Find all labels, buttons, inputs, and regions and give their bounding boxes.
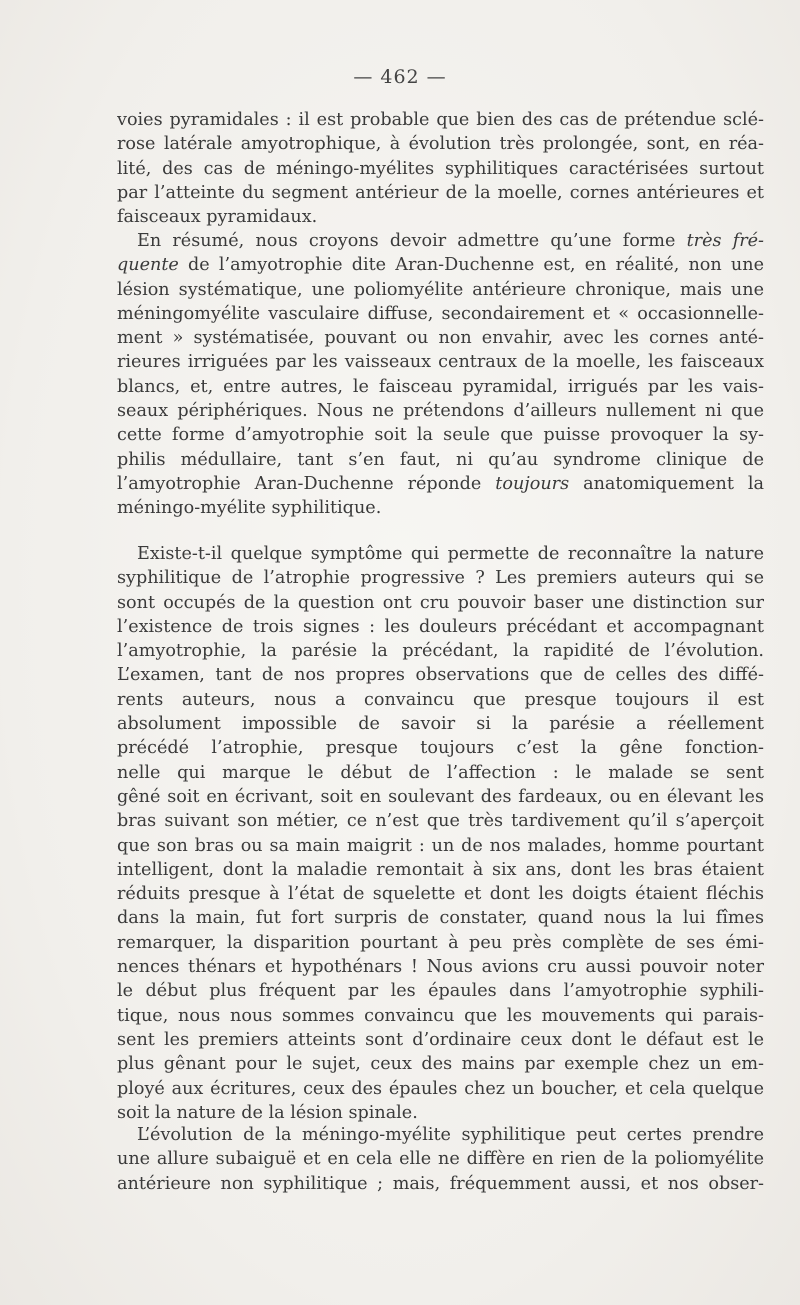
text-line: tique, nous nous sommes convaincu que les mouvements qui parais- bbox=[117, 1005, 764, 1026]
text-line: plus gênant pour le sujet, ceux des mains par exemple chez un em- bbox=[117, 1054, 764, 1075]
text-line: que son bras ou sa main maigrit : un de nos malades, homme pourtant bbox=[117, 835, 764, 856]
text-line bbox=[117, 253, 764, 277]
text-line bbox=[117, 472, 764, 496]
paragraph-2 bbox=[117, 229, 764, 521]
text-line: L’examen, tant de nos propres observations que de celles des diffé- bbox=[117, 665, 764, 686]
text-line: syphilitique de l’atrophie progressive ? Les premiers auteurs qui se bbox=[117, 568, 764, 589]
text-line: voies pyramidales : il est probable que bien des cas de prétendue sclé- bbox=[117, 110, 764, 130]
text-line: blancs, et, entre autres, le faisceau pyramidal, irrigués par les vais- bbox=[117, 376, 764, 397]
emphasis-text: très fré- bbox=[686, 231, 764, 251]
text-line: ployé aux écritures, ceux des épaules chez un boucher, et cela quelque bbox=[117, 1078, 764, 1099]
text-line: intelligent, dont la maladie remontait à six ans, dont les bras étaient bbox=[117, 859, 764, 880]
page-number: — 462 — bbox=[353, 66, 447, 88]
text-line: réduits presque à l’état de squelette et dont les doigts étaient fléchis bbox=[117, 884, 764, 905]
text-line: par l’atteinte du segment antérieur de la moelle, cornes antérieures et bbox=[117, 182, 764, 203]
text-line: antérieure non syphilitique ; mais, fréquemment aussi, et nos obser- bbox=[117, 1173, 764, 1194]
text-line: faisceaux pyramidaux. bbox=[117, 207, 318, 228]
text-line: Existe-t-il quelque symptôme qui permette de reconnaître la nature bbox=[137, 544, 764, 564]
text-line: méningo-myélite syphilitique. bbox=[117, 498, 382, 519]
text-segment: En résumé, nous croyons devoir admettre qu’une forme bbox=[137, 231, 687, 251]
text-line: rents auteurs, nous a convaincu que presque toujours il est bbox=[117, 689, 764, 710]
text-segment: l’amyotrophie Aran-Duchenne réponde bbox=[117, 473, 496, 494]
text-line: absolument impossible de savoir si la parésie a réellement bbox=[117, 714, 764, 735]
text-line: lésion systématique, une poliomyélite antérieure chronique, mais une bbox=[117, 279, 764, 300]
text-line: cette forme d’amyotrophie soit la seule que puisse provoquer la sy- bbox=[117, 425, 764, 446]
text-line: une allure subaiguë et en cela elle ne diffère en rien de la poliomyélite bbox=[117, 1149, 764, 1170]
text-line: l’amyotrophie, la parésie la précédant, la rapidité de l’évolution. bbox=[117, 641, 764, 662]
text-segment: anatomiquement la bbox=[569, 473, 764, 494]
text-line: rose latérale amyotrophique, à évolution très prolongée, sont, en réa- bbox=[117, 134, 764, 155]
emphasis-text: toujours bbox=[495, 473, 570, 494]
text-line: lité, des cas de méningo-myélites syphilitiques caractérisées surtout bbox=[117, 158, 764, 179]
paragraph-1 bbox=[117, 108, 764, 229]
text-line: rieures irriguées par les vaisseaux centraux de la moelle, les faisceaux bbox=[117, 352, 764, 373]
text-line: nences thénars et hypothénars ! Nous avions cru aussi pouvoir noter bbox=[117, 957, 764, 978]
text-line: philis médullaire, tant s’en faut, ni qu’au syndrome clinique de bbox=[117, 449, 764, 470]
text-line: gêné soit en écrivant, soit en soulevant des fardeaux, ou en élevant les bbox=[117, 786, 764, 807]
paragraph-3 bbox=[117, 542, 764, 1125]
text-line: le début plus fréquent par les épaules dans l’amyotrophie syphili- bbox=[117, 981, 764, 1002]
text-line: nelle qui marque le début de l’affection : le malade se sent bbox=[117, 762, 764, 783]
text-line: sont occupés de la question ont cru pouvoir baser une distinction sur bbox=[117, 592, 764, 613]
text-line: soit la nature de la lésion spinale. bbox=[117, 1102, 418, 1123]
text-line: dans la main, fut fort surpris de constater, quand nous la lui fîmes bbox=[117, 908, 764, 929]
text-line: remarquer, la disparition pourtant à peu près complète de ses émi- bbox=[117, 932, 764, 953]
text-line: ment » systématisée, pouvant ou non envahir, avec les cornes anté- bbox=[117, 328, 764, 349]
text-segment: de l’amyotrophie dite Aran-Duchenne est, en réalité, non une bbox=[188, 255, 764, 276]
text-line: seaux périphériques. Nous ne prétendons d’ailleurs nullement ni que bbox=[117, 401, 764, 422]
text-line: précédé l’atrophie, presque toujours c’est la gêne fonction- bbox=[117, 738, 764, 759]
text-line: sent les premiers atteints sont d’ordinaire ceux dont le défaut est le bbox=[117, 1029, 764, 1050]
text-line bbox=[117, 229, 764, 253]
paragraph-4 bbox=[117, 1123, 764, 1196]
emphasis-text: quente bbox=[117, 255, 179, 276]
text-line: L’évolution de la méningo-myélite syphilitique peut certes prendre bbox=[137, 1125, 764, 1145]
text-line: bras suivant son métier, ce n’est que très tardivement qu’il s’aperçoit bbox=[117, 811, 764, 832]
text-line: méningomyélite vasculaire diffuse, secondairement et « occasionnelle- bbox=[117, 303, 764, 324]
text-line: l’existence de trois signes : les douleurs précédant et accompagnant bbox=[117, 616, 764, 637]
